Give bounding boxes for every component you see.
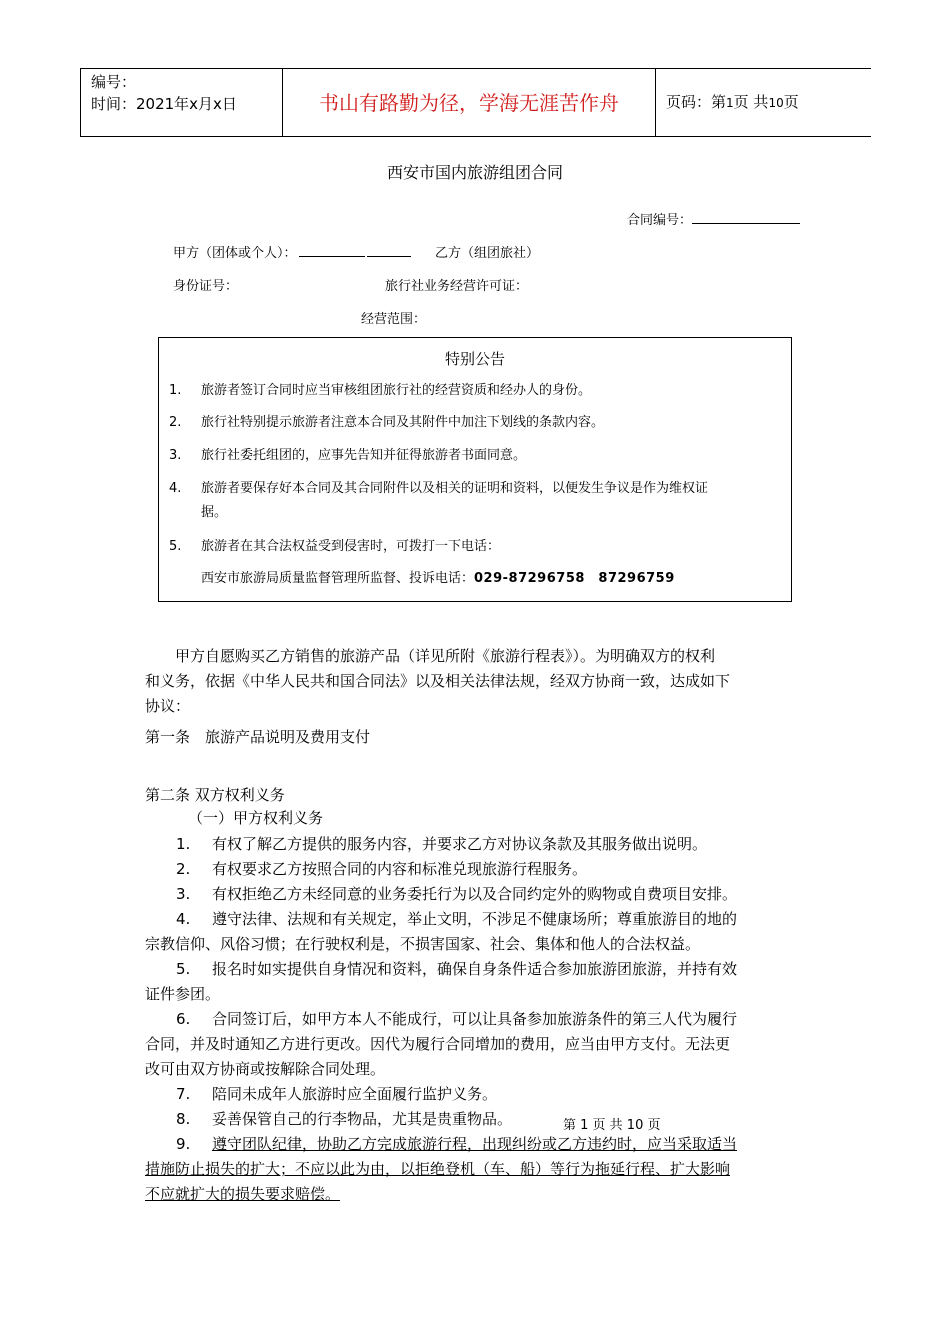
contract-number-label: 合同编号： [627,213,693,228]
page-mid: 页 共 [733,93,769,111]
header-table [80,68,871,137]
page-prefix: 页码：第 [666,93,727,111]
notice-item: 2. [169,415,182,430]
intro-line: 协议： [145,697,191,715]
page-total: 10 [768,96,784,110]
list-item-cont: 改可由双方协商或按解除合同处理。 [145,1060,386,1078]
notice-item: 5. [169,539,182,554]
party-b-label: 乙方（组团旅社） [435,246,540,261]
list-item-cont: 宗教信仰、风俗习惯；在行驶权利是，不损害国家、社会、集体和他人的合法权益。 [145,935,701,953]
party-a-blank[interactable] [299,243,365,257]
list-item-cont: 不应就扩大的损失要求赔偿。 [145,1185,341,1203]
header-motto: 书山有路勤为径，学海无涯苦作舟 [319,91,619,115]
party-a-label: 甲方（团体或个人）： [173,246,297,261]
list-item-cont: 合同，并及时通知乙方进行更改。因代为履行合同增加的费用，应当由甲方支付。无法更 [145,1035,731,1053]
notice-item: 1. [169,383,182,398]
notice-item-text: 旅游者签订合同时应当审核组团旅行社的经营资质和经办人的身份。 [201,383,592,398]
party-a-field [173,242,411,261]
party-a-blank-2[interactable] [367,243,411,257]
intro-line: 和义务，依据《中华人民共和国合同法》以及相关法律法规，经双方协商一致，达成如下 [145,672,731,690]
list-item: 6. 合同签订后，如甲方本人不能成行，可以让具备参加旅游条件的第三人代为履行 [176,1010,738,1028]
list-item: 8. 妥善保管自己的行李物品，尤其是贵重物品。 [176,1110,513,1128]
business-scope-label: 经营范围： [361,312,427,327]
page-current: 1 [726,96,734,110]
list-item-cont: 证件参团。 [145,985,221,1003]
article-1-heading: 第一条 旅游产品说明及费用支付 [145,728,371,746]
footer-page-number: 第 1 页 共 10 页 [563,1118,661,1133]
list-item: 9. 遵守团队纪律，协助乙方完成旅游行程，出现纠纷或乙方违约时，应当采取适当 [176,1135,738,1153]
header-meta [91,71,237,115]
complaint-phone-numbers: 029-87296758 87296759 [474,571,675,586]
list-item-cont: 措施防止损失的扩大；不应以此为由，以拒绝登机（车、船）等行为拖延行程、扩大影响 [145,1160,731,1178]
intro-line: 甲方自愿购买乙方销售的旅游产品（详见所附《旅游行程表》）。为明确双方的权利 [175,647,716,665]
contract-number-field [627,209,800,228]
notice-title: 特别公告 [444,350,505,368]
list-item: 1. 有权了解乙方提供的服务内容，并要求乙方对协议条款及其服务做出说明。 [176,835,708,853]
notice-item-text: 旅游者在其合法权益受到侵害时，可拨打一下电话： [201,539,501,554]
page-suffix: 页 [783,93,799,111]
list-item: 4. 遵守法律、法规和有关规定，举止文明，不涉足不健康场所；尊重旅游目的地的 [176,910,738,928]
header-number: 编号： [91,73,137,91]
license-label: 旅行社业务经营许可证： [385,279,529,294]
complaint-phone [201,568,675,590]
notice-item: 3. [169,448,182,463]
list-item: 7. 陪同未成年人旅游时应全面履行监护义务。 [176,1085,498,1103]
header-time: 时间：2021年x月x日 [91,95,237,113]
header-page-number [666,91,799,112]
complaint-phone-label: 西安市旅游局质量监督管理所监督、投诉电话： [201,571,475,586]
list-item: 5. 报名时如实提供自身情况和资料，确保自身条件适合参加旅游团旅游，并持有效 [176,960,738,978]
contract-number-blank[interactable] [692,210,800,224]
document-title: 西安市国内旅游组团合同 [386,163,563,182]
special-notice-box [158,337,792,602]
article-2-heading: 第二条 双方权利义务 [145,786,285,804]
id-number-label: 身份证号： [173,279,239,294]
section-1-heading: （一）甲方权利义务 [188,809,324,827]
notice-item-text-cont: 据。 [201,505,228,520]
notice-item-text: 旅行社特别提示旅游者注意本合同及其附件中加注下划线的条款内容。 [201,415,605,430]
list-item: 3. 有权拒绝乙方未经同意的业务委托行为以及合同约定外的购物或自费项目安排。 [176,885,738,903]
notice-item: 4. [169,481,182,496]
header-divider [655,69,656,136]
notice-item-text: 旅行社委托组团的，应事先告知并征得旅游者书面同意。 [201,448,527,463]
notice-item-text: 旅游者要保存好本合同及其合同附件以及相关的证明和资料，以便发生争议是作为维权证 [201,481,709,496]
list-item: 2. 有权要求乙方按照合同的内容和标准兑现旅游行程服务。 [176,860,588,878]
